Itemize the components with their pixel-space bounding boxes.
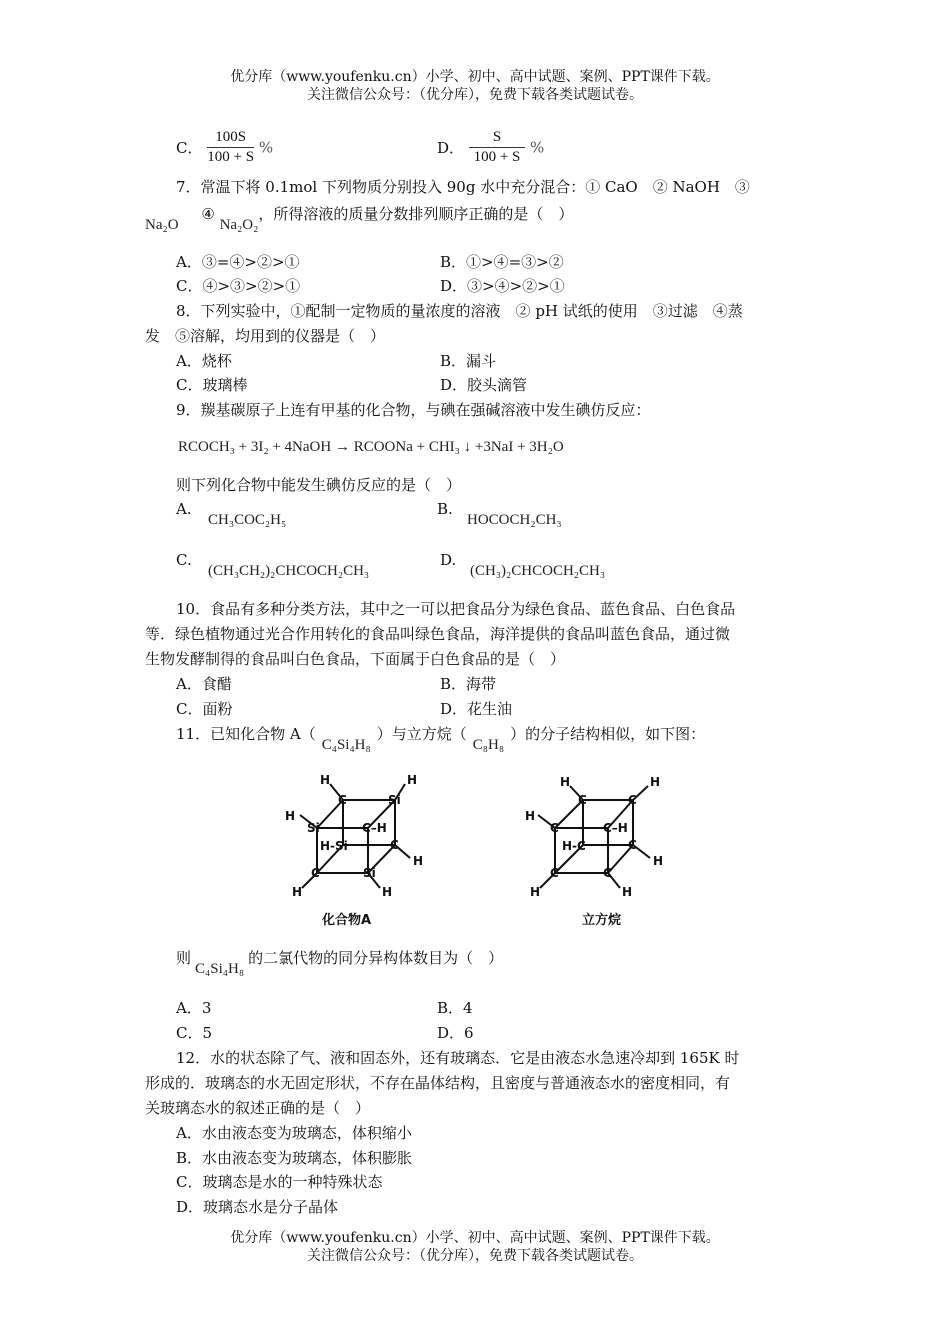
q7-option-c: C．④>③>②>① — [176, 277, 301, 295]
q10-line-2: 等．绿色植物通过光合作用转化的食品叫绿色食品，海洋提供的食品叫蓝色食品，通过微 — [145, 625, 731, 643]
q9-equation: RCOCH₃ + 3I₂ + 4NaOH → RCOONa + CHI₃ ↓ +3NaI + 3H₂O — [178, 439, 564, 455]
atom-h: H — [622, 885, 633, 899]
atom-h: H — [292, 885, 303, 899]
atom-c: C — [628, 793, 637, 807]
atom-h: H — [653, 854, 664, 868]
header-line-1: 优分库（www.youfenku.cn）小学、初中、高中试题、案例、PPT课件下载。 — [230, 69, 720, 85]
q12-line-1: 12．水的状态除了气、液和固态外，还有玻璃态．它是由液态水急速冷却到 165K 时 — [176, 1049, 740, 1067]
q12-option-b: B．水由液态变为玻璃态，体积膨胀 — [176, 1149, 413, 1167]
caption-cubane: 立方烷 — [582, 913, 622, 928]
footer-line-1: 优分库（www.youfenku.cn）小学、初中、高中试题、案例、PPT课件下载。 — [230, 1230, 720, 1246]
q10-line-3: 生物发酵制得的食品叫白色食品，下面属于白色食品的是（ ） — [145, 650, 566, 668]
atom-c: C — [550, 821, 559, 835]
q9-question: 则下列化合物中能发生碘仿反应的是（ ） — [176, 476, 462, 494]
q9-label-b: B. — [437, 500, 453, 518]
q9-option-a: CH₃COC₂H₅ — [208, 512, 287, 528]
atom-si: Si — [307, 821, 320, 835]
q12-line-2: 形成的．玻璃态的水无固定形状，不存在晶体结构，且密度与普通液态水的密度相同，有 — [145, 1074, 731, 1092]
q9-stem: 9．羰基碳原子上连有甲基的化合物，与碘在强碱溶液中发生碘仿反应： — [176, 401, 651, 419]
q11-formula-a: C₄Si₄H₈ — [321, 737, 371, 753]
atom-h: H — [525, 809, 536, 823]
q8-option-a: A．烧杯 — [176, 352, 232, 370]
atom-h: H — [320, 773, 331, 787]
atom-c: C — [338, 793, 347, 807]
atom-h: H — [285, 809, 296, 823]
atom-si: Si — [363, 866, 376, 880]
q11-option-c: C．5 — [176, 1024, 213, 1042]
q8-stem-2: 发 ⑤溶解，均用到的仪器是（ ） — [145, 327, 386, 345]
atom-h: H — [413, 854, 424, 868]
q11-stem: 11．已知化合物 A（C₄Si₄H₈）与立方烷（C₈H₈）的分子结构相似，如下图： — [176, 725, 706, 753]
compound-a-structure — [280, 770, 450, 905]
q11-option-b: B．4 — [437, 999, 473, 1017]
atom-h-si: H-Si — [320, 839, 348, 853]
q12-line-3: 关玻璃态水的叙述正确的是（ ） — [145, 1099, 371, 1117]
cubane-structure — [520, 770, 680, 905]
atom-c-h: C–H — [362, 821, 387, 835]
atom-c: C — [390, 838, 399, 852]
q11-question-formula: C₄Si₄H₈ — [195, 961, 245, 977]
q8-option-d: D．胶头滴管 — [440, 376, 528, 394]
q7-na2o: Na₂O — [145, 217, 179, 233]
q12-option-c: C．玻璃态是水的一种特殊状态 — [176, 1173, 383, 1191]
atom-h: H — [407, 773, 418, 787]
q8-option-b: B．漏斗 — [440, 352, 497, 370]
header-line-2: 关注微信公众号：（优分库），免费下载各类试题试卷。 — [307, 87, 643, 103]
atom-c: C — [550, 866, 559, 880]
q8-stem: 8．下列实验中，①配制一定物质的量浓度的溶液 ② pH 试纸的使用 ③过滤 ④蒸 — [176, 302, 743, 320]
atom-h: H — [382, 885, 393, 899]
q7-option-d: D．③>④>②>① — [440, 277, 565, 295]
atom-h: H — [530, 885, 541, 899]
q6-c-fraction: $\frac{100S}{100 + S}$ — [207, 129, 255, 165]
q7-stem: 7．常温下将 0.1mol 下列物质分别投入 90g 水中充分混合：① CaO ② NaOH ③ — [176, 178, 750, 196]
q9-label-a: A. — [176, 500, 192, 518]
q10-option-d: D．花生油 — [440, 700, 513, 718]
q8-option-c: C．玻璃棒 — [176, 376, 248, 394]
q7-stem-2: Na₂O ④ Na₂O₂，所得溶液的质量分数排列顺序正确的是（ ） — [145, 205, 574, 233]
q10-line-1: 10．食品有多种分类方法，其中之一可以把食品分为绿色食品、蓝色食品、白色食品 — [176, 600, 736, 618]
footer-line-2: 关注微信公众号：（优分库），免费下载各类试题试卷。 — [307, 1248, 643, 1264]
atom-c-h: C–H — [603, 821, 628, 835]
q9-option-c: (CH₃CH₂)₂CHCOCH₂CH₃ — [208, 563, 370, 579]
q12-option-a: A．水由液态变为玻璃态，体积缩小 — [176, 1124, 412, 1142]
q7-option-b: B．①>④=③>② — [440, 253, 564, 271]
atom-h-c: H-C — [562, 839, 586, 853]
atom-h: H — [650, 775, 661, 789]
caption-compound-a: 化合物A — [322, 913, 372, 928]
atom-h: H — [560, 775, 571, 789]
q11-formula-b: C₈H₈ — [472, 737, 505, 753]
q6-d-fraction: $\frac{S}{100 + S}$ — [469, 128, 525, 167]
q10-option-c: C．面粉 — [176, 700, 233, 718]
q7-option-a: A．③=④>②>① — [176, 253, 300, 271]
q6-option-d: D． $\frac{S}{100 + S}$ % — [437, 129, 545, 165]
q9-label-d: D. — [440, 551, 457, 569]
q11-option-d: D．6 — [437, 1024, 474, 1042]
atom-c: C — [578, 793, 587, 807]
q11-question: 则C₄Si₄H₈的二氯代物的同分异构体数目为（ ） — [176, 949, 504, 977]
q10-option-b: B．海带 — [440, 675, 497, 693]
atom-c: C — [628, 838, 637, 852]
q7-na2o2: Na₂O₂ — [219, 217, 259, 233]
q9-option-d: (CH₃)₂CHCOCH₂CH₃ — [470, 563, 606, 579]
q10-option-a: A．食醋 — [176, 675, 232, 693]
q12-option-d: D．玻璃态水是分子晶体 — [176, 1198, 339, 1216]
q9-option-b: HOCOCH₂CH₃ — [467, 512, 562, 528]
atom-si: Si — [388, 793, 401, 807]
q9-label-c: C. — [176, 551, 192, 569]
q11-option-a: A．3 — [176, 999, 212, 1017]
q6-option-c: C． $\frac{100S}{100 + S}$ % — [176, 129, 274, 165]
atom-c: C — [603, 866, 612, 880]
atom-c: C — [311, 866, 320, 880]
